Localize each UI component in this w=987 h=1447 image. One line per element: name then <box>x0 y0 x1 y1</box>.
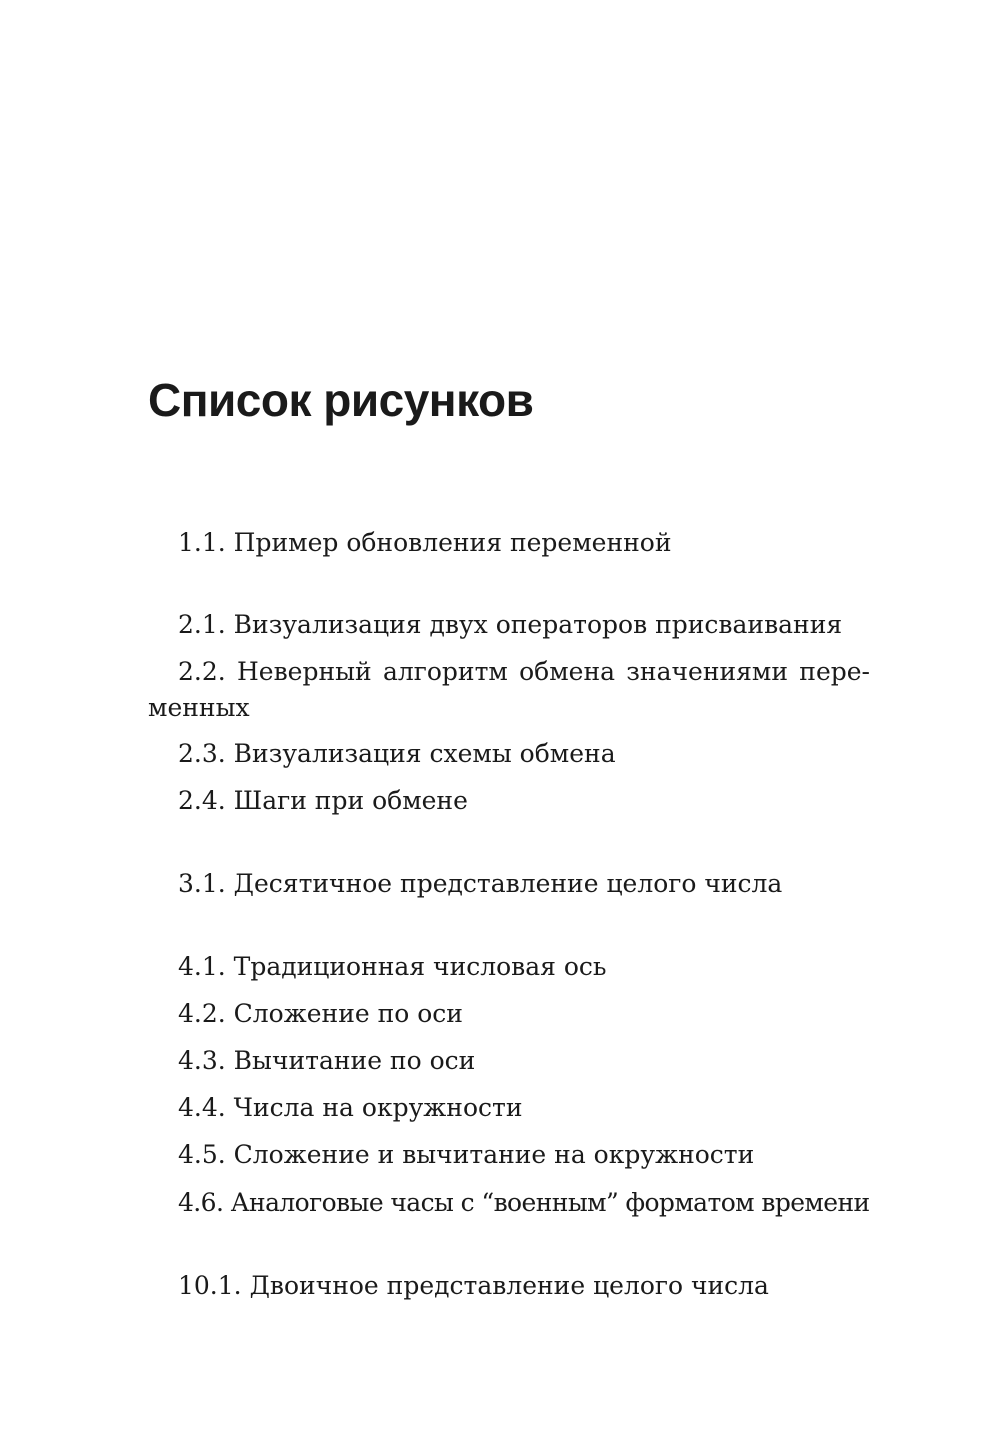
figure-number: 1.1. <box>178 528 226 557</box>
figure-entry-4-1[interactable] <box>178 949 607 985</box>
figure-caption: Аналоговые часы с “военным” форматом времени <box>230 1188 870 1217</box>
figure-entry-4-4[interactable] <box>178 1090 523 1126</box>
figure-caption: Визуализация схемы обмена <box>233 739 616 768</box>
figure-entry-4-2[interactable] <box>178 996 463 1032</box>
figure-entry-10-1[interactable] <box>178 1268 769 1304</box>
figure-number: 4.6. <box>178 1188 224 1217</box>
figure-entry-1-1[interactable] <box>178 525 671 561</box>
figure-entry-3-1[interactable] <box>178 866 782 902</box>
figure-number: 4.5. <box>178 1140 226 1169</box>
figure-entry-2-2[interactable] <box>148 654 870 726</box>
figure-number: 4.4. <box>178 1093 226 1122</box>
figure-caption: Традиционная числовая ось <box>233 952 607 981</box>
figure-caption: Сложение и вычитание на окружности <box>233 1140 755 1169</box>
figure-number: 2.1. <box>178 610 226 639</box>
figure-caption: Вычитание по оси <box>233 1046 476 1075</box>
figure-entry-2-3[interactable] <box>178 736 616 772</box>
page-title: Список рисунков <box>148 374 534 426</box>
figure-caption: Двоичное представление целого числа <box>249 1271 769 1300</box>
figure-number: 3.1. <box>178 869 226 898</box>
figure-number: 2.2. <box>178 657 226 686</box>
figure-number: 2.4. <box>178 786 226 815</box>
figure-number: 2.3. <box>178 739 226 768</box>
figure-caption: Числа на окружности <box>233 1093 523 1122</box>
figure-caption: Пример обновления переменной <box>233 528 672 557</box>
figure-number: 4.2. <box>178 999 226 1028</box>
figure-entry-4-3[interactable] <box>178 1043 475 1079</box>
figure-entry-4-6[interactable] <box>178 1185 870 1221</box>
figure-caption: Неверный алгоритм обмена значениями пере-менных <box>148 657 871 722</box>
figure-number: 10.1. <box>178 1271 242 1300</box>
figure-caption: Десятичное представление целого числа <box>233 869 783 898</box>
figure-caption: Сложение по оси <box>233 999 463 1028</box>
figure-number: 4.1. <box>178 952 226 981</box>
figure-caption: Визуализация двух операторов присваивания <box>233 610 843 639</box>
figure-entry-2-4[interactable] <box>178 783 468 819</box>
figure-number: 4.3. <box>178 1046 226 1075</box>
figure-entry-4-5[interactable] <box>178 1137 754 1173</box>
figure-entry-2-1[interactable] <box>178 607 842 643</box>
figure-caption: Шаги при обмене <box>233 786 468 815</box>
